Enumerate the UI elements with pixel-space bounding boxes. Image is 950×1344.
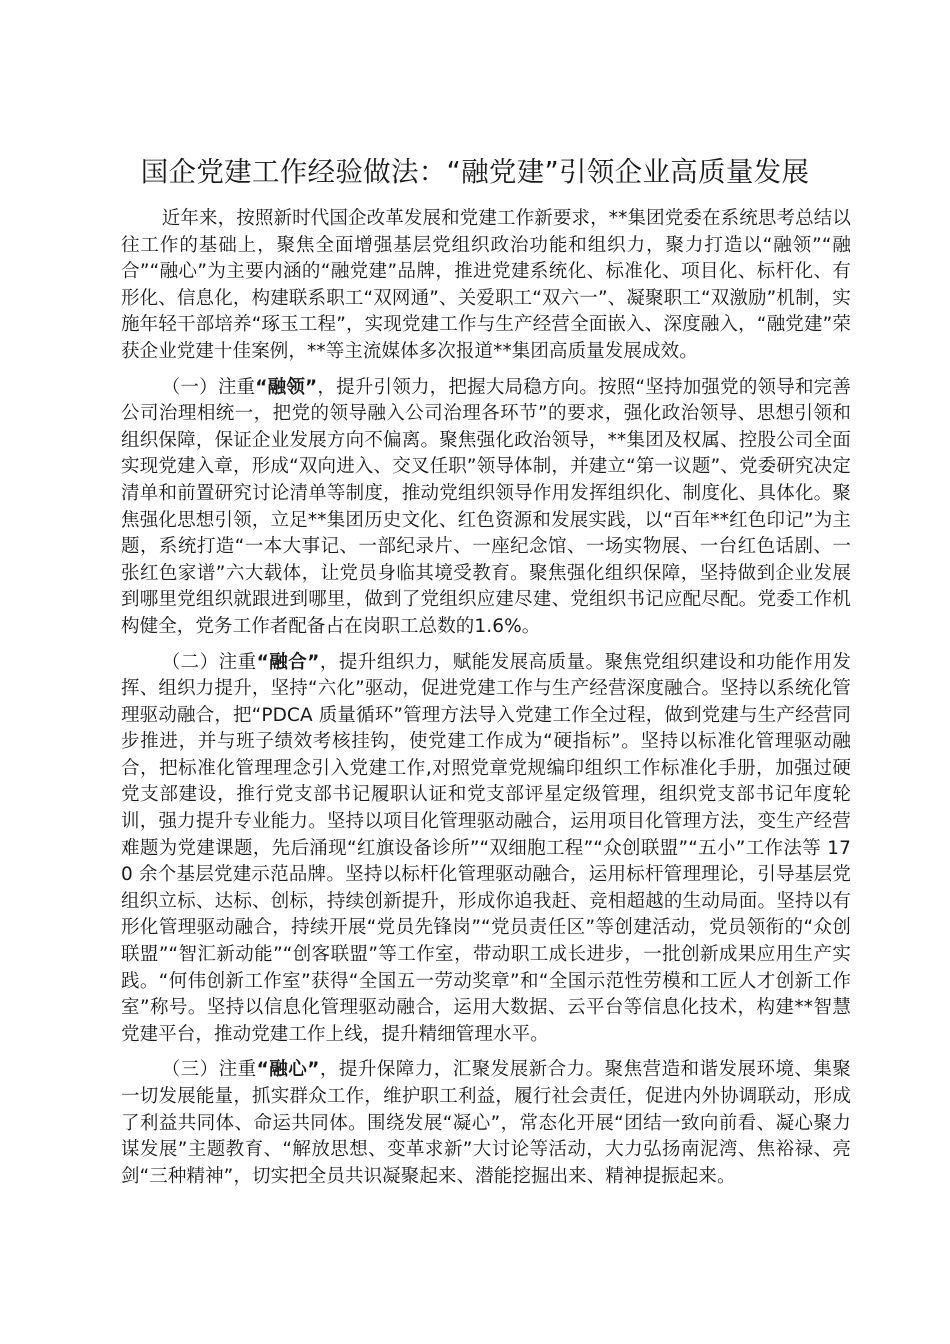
section-1-keyword: “融领” xyxy=(255,376,318,398)
section-1-lead: （一）注重 xyxy=(161,376,256,398)
section-3-paragraph xyxy=(121,1057,851,1190)
section-1-paragraph xyxy=(121,375,851,641)
section-2-text: ，提升组织力，赋能发展高质量。聚焦党组织建设和功能作用发挥、组织力提升，坚持“六化”驱动，促进党建工作与生产经营深度融合。坚持以系统化管理驱动融合，把“PDCA 质量循环”管理方法导入党建工作全过程，做到党建与生产经营同步推进，并与班子绩效考核挂钩，使党建工作成为“硬指标”。坚持以标准化管理驱动融合，把标准化管理理念引入党建工作,对照党章党规编印组织工作标准化手册，加强过硬党支部建设，推行党支部书记履职认证和党支部评星定级管理，组织党支部书记年度轮训，强力提升专业能力。坚持以项目化管理驱动融合，运用项目化管理方法，变生产经营难题为党建课题，先后涌现“红旗设备诊所”“双细胞工程”“众创联盟”“五小”工作法等 170 余个基层党建示范品牌。坚持以标杆化管理驱动融合，运用标杆管理理论，引导基层党组织立标、达标、创标，持续创新提升，形成你追我赶、竞相超越的生动局面。坚持以有形化管理驱动融合，持续开展“党员先锋岗”“党员责任区”等创建活动，党员领衔的“众创联盟”“智汇新动能”“创客联盟”等工作室，带动职工成长进步，一批创新成果应用生产实践。“何伟创新工作室”获得“全国五一劳动奖章”和“全国示范性劳模和工匠人才创新工作室”称号。坚持以信息化管理驱动融合，运用大数据、云平台等信息化技术，构建**智慧党建平台，推动党建工作上线，提升精细管理水平。 xyxy=(121,651,851,1045)
section-3-lead: （三）注重 xyxy=(161,1059,257,1081)
section-1-text: ，提升引领力，把握大局稳方向。按照“坚持加强党的领导和完善公司治理相统一，把党的领导融入公司治理各环节”的要求，强化政治领导、思想引领和组织保障，保证企业发展方向不偏离。聚焦强化政治领导，**集团及权属、控股公司全面实现党建入章，形成“双向进入、交叉任职”领导体制，并建立“第一议题”、党委研究决定清单和前置研究讨论清单等制度，推动党组织领导作用发挥组织化、制度化、具体化。聚焦强化思想引领，立足**集团历史文化、红色资源和发展实践，以“百年**红色印记”为主题，系统打造“一本大事记、一部纪录片、一座纪念馆、一场实物展、一台红色话剧、一张红色家谱”六大载体，让党员身临其境受教育。聚焦强化组织保障，坚持做到企业发展到哪里党组织就跟进到哪里，做到了党组织应建尽建、党组织书记应配尽配。党委工作机构健全，党务工作者配备占在岗职工总数的1.6%。 xyxy=(121,376,851,637)
document-title: 国企党建工作经验做法：“融党建”引领企业高质量发展 xyxy=(140,156,810,188)
section-2-paragraph xyxy=(121,650,851,1049)
intro-paragraph: 近年来，按照新时代国企改革发展和党建工作新要求，**集团党委在系统思考总结以往工作的基础上，聚焦全面增强基层党组织政治功能和组织力，聚力打造以“融领”“融合”“融心”为主要内涵的“融党建”品牌，推进党建系统化、标准化、项目化、标杆化、有形化、信息化，构建联系职工“双网通”、关爱职工“双六一”、凝聚职工“双激励”机制，实施年轻干部培养“琢玉工程”，实现党建工作与生产经营全面嵌入、深度融入，“融党建”荣获企业党建十佳案例，**等主流媒体多次报道**集团高质量发展成效。 xyxy=(121,208,851,362)
document-body xyxy=(121,206,851,1199)
section-2-lead: （二）注重 xyxy=(161,651,257,673)
section-2-keyword: “融合” xyxy=(256,651,320,673)
section-3-text: ，提升保障力，汇聚发展新合力。聚焦营造和谐发展环境、集聚一切发展能量，抓实群众工作，维护职工利益，履行社会责任，促进内外协调联动，形成了利益共同体、命运共同体。围绕发展“凝心”，常态化开展“团结一致向前看、凝心聚力谋发展”主题教育、“解放思想、变革求新”大讨论等活动，大力弘扬南泥湾、焦裕禄、亮剑“三种精神”，切实把全员共识凝聚起来、潜能挖掘出来、精神提振起来。 xyxy=(121,1059,851,1187)
section-3-keyword: “融心” xyxy=(256,1059,320,1081)
